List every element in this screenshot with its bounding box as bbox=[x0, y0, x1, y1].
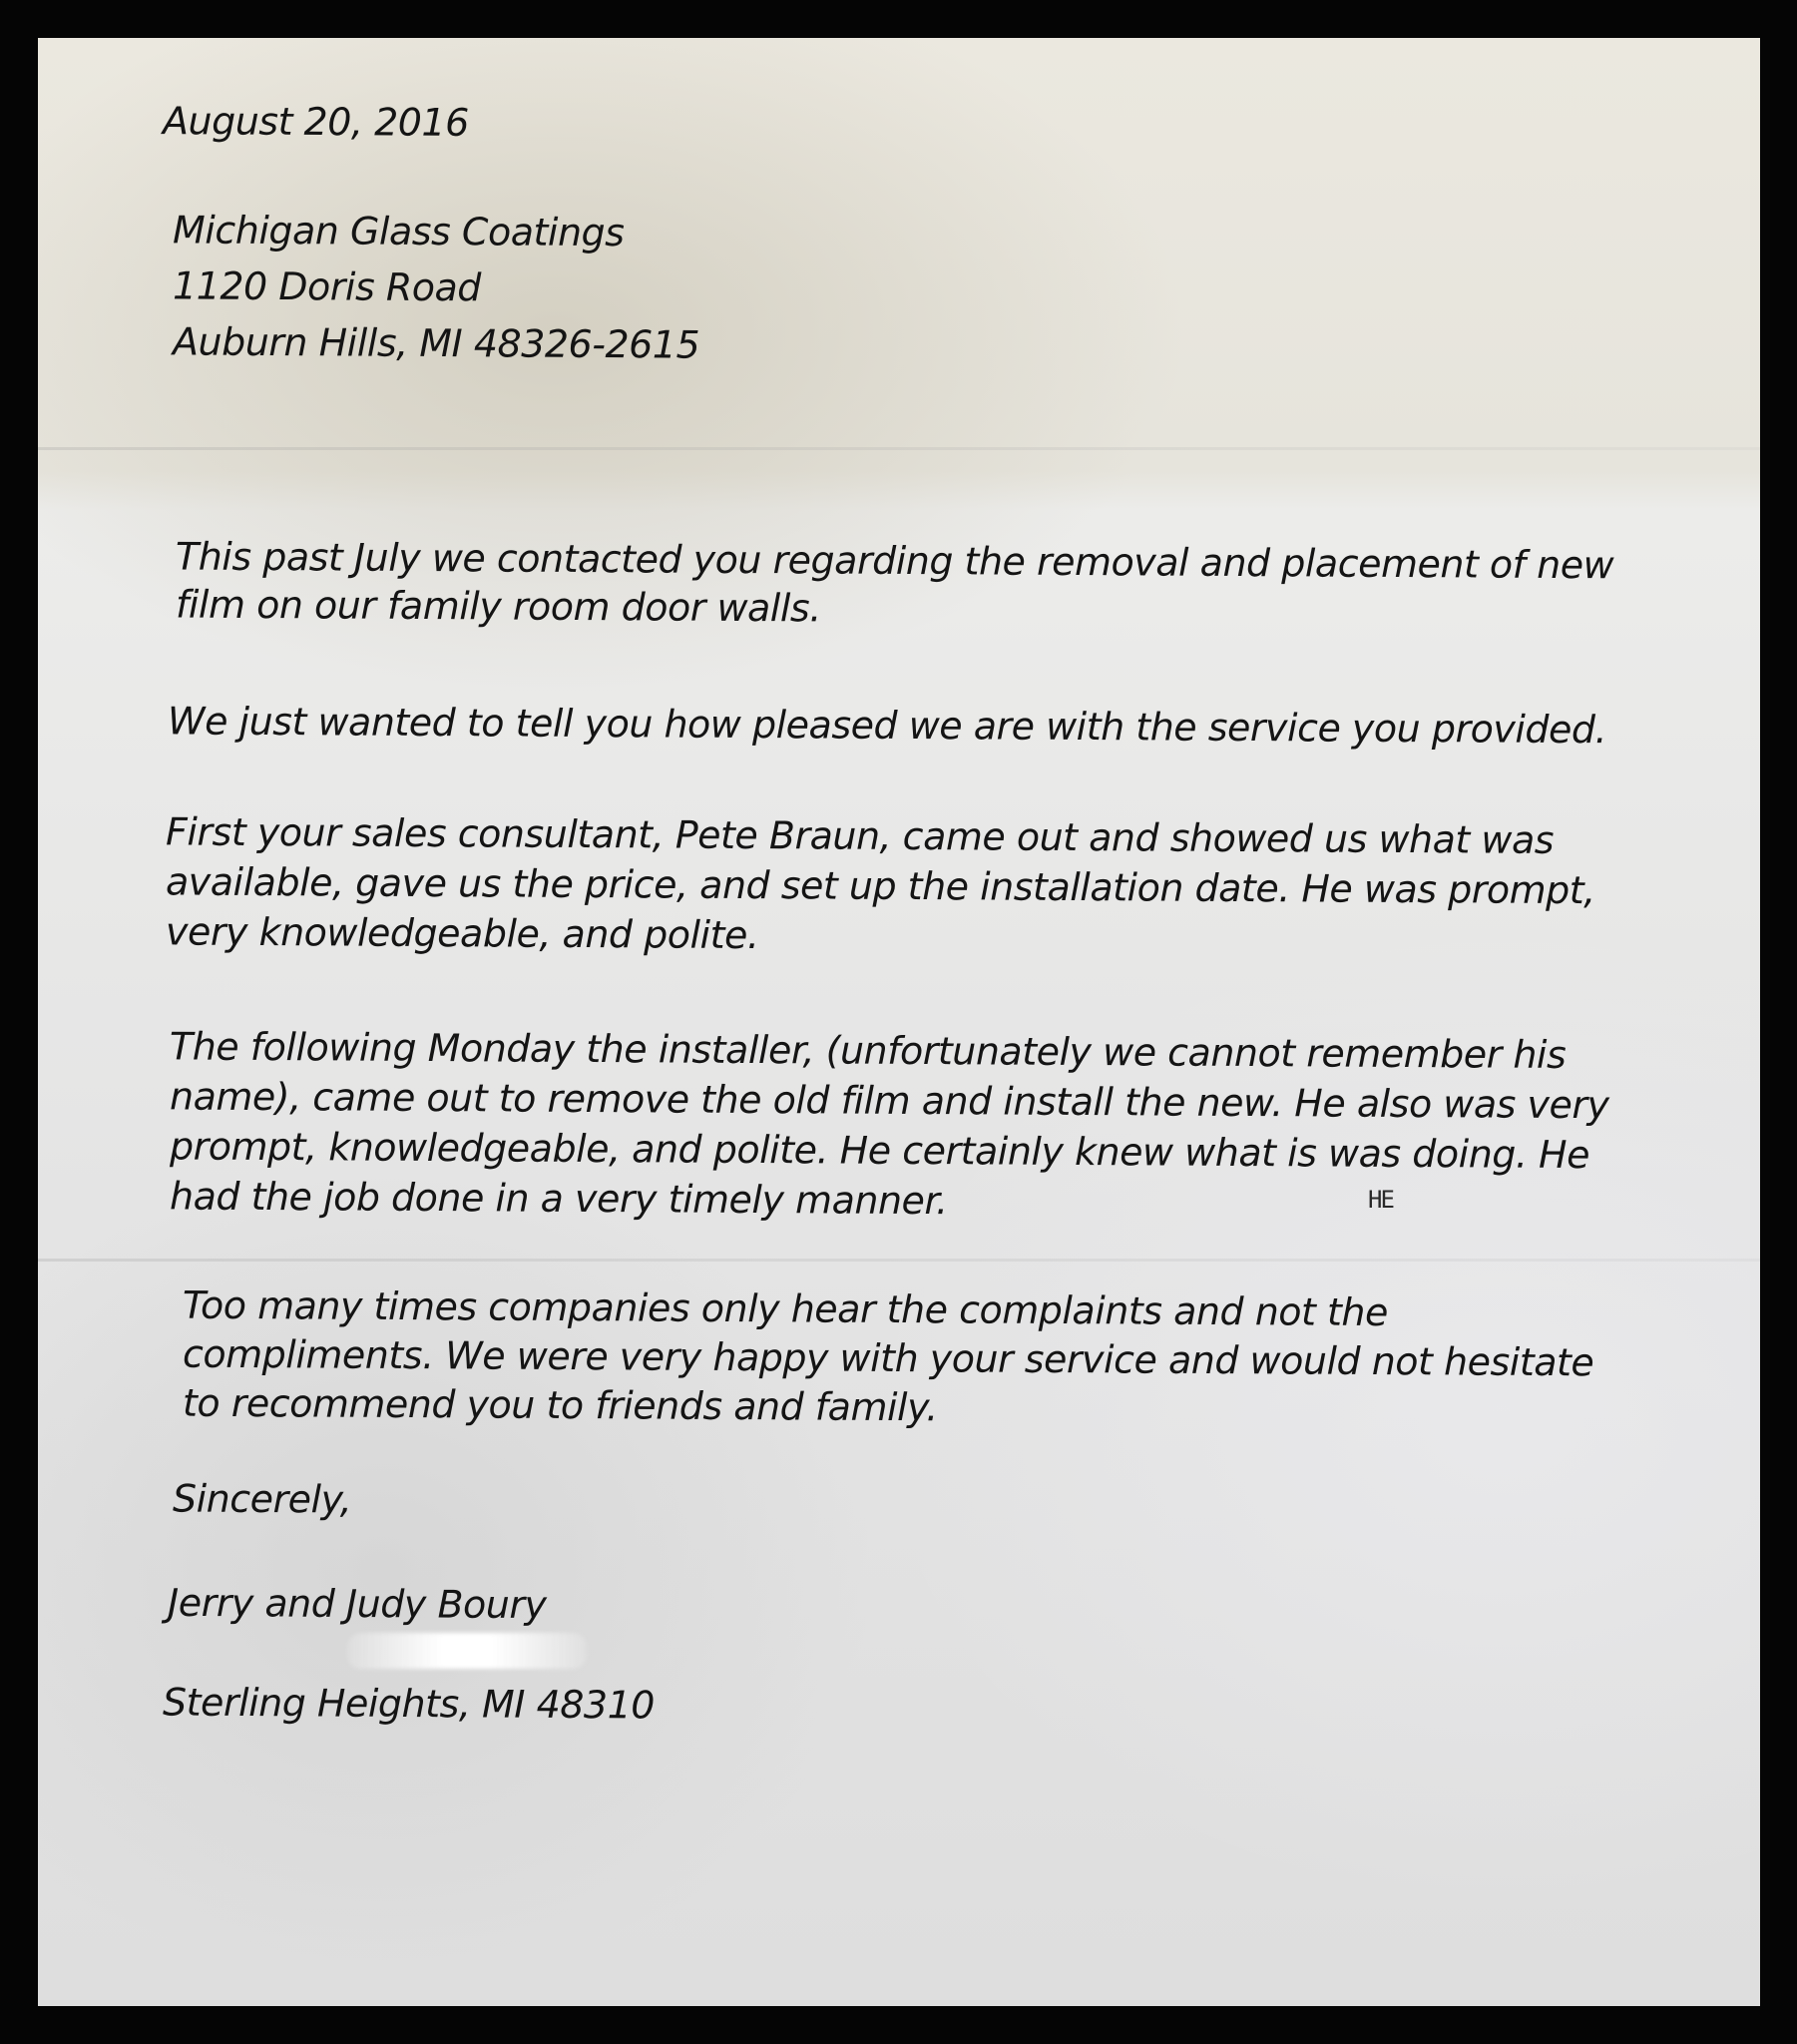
recipient-city-line: Auburn Hills, MI 48326-2615 bbox=[173, 319, 700, 367]
paper-fold-line bbox=[38, 447, 1760, 450]
paragraph-sales-consultant: First your sales consultant, Pete Braun, came out and showed us what was available, gave us the price, and set up the installation date. He was prompt, very knowledgeable, and polite. bbox=[166, 809, 1595, 958]
recipient-company: Michigan Glass Coatings bbox=[173, 208, 625, 256]
paragraph-compliments: Too many times companies only hear the complaints and not the compliments. We were very happy with your service and would not hesitate to recommend you to friends and family. bbox=[183, 1282, 1594, 1430]
redacted-street-address bbox=[347, 1633, 587, 1669]
paragraph-pleased: We just wanted to tell you how pleased we are with the service you provided. bbox=[168, 699, 1607, 753]
paper-fold-line bbox=[38, 1259, 1760, 1262]
paragraph-intro: This past July we contacted you regarding the removal and placement of new film on our family room door walls. bbox=[176, 534, 1614, 631]
sender-city-line: Sterling Heights, MI 48310 bbox=[163, 1680, 655, 1728]
recipient-address bbox=[173, 206, 699, 376]
signers: Jerry and Judy Boury bbox=[168, 1580, 547, 1628]
handwritten-correction: HE bbox=[1368, 1186, 1393, 1214]
paragraph-installer: The following Monday the installer, (unfortunately we cannot remember his name), came out to remove the old film and install the new. He also was very prompt, knowledgeable, and polite. He certainly knew what is was doing. He had the job done in a very timely manner. bbox=[170, 1024, 1609, 1224]
recipient-street: 1120 Doris Road bbox=[173, 263, 481, 310]
letter-date: August 20, 2016 bbox=[163, 99, 469, 145]
closing: Sincerely, bbox=[173, 1476, 352, 1522]
letter-paper bbox=[38, 38, 1760, 2006]
